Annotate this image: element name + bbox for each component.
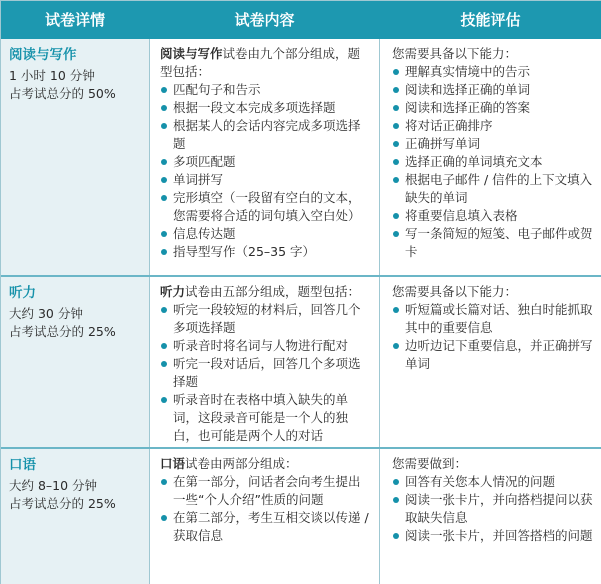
list-item: 理解真实情境中的告示: [392, 63, 593, 81]
skills-cell: [380, 39, 601, 275]
list-item: 阅读和选择正确的单词: [392, 81, 593, 99]
content-list: [160, 301, 371, 445]
skills-intro: 您需要具备以下能力：: [392, 284, 518, 299]
list-item: 完形填空（一段留有空白的文本，您需要将合适的词句填入空白处）: [160, 189, 371, 225]
list-item: 选择正确的单词填充文本: [392, 153, 593, 171]
list-item: 指导型写作（25–35 字）: [160, 243, 371, 261]
bullet-icon: [161, 343, 167, 349]
content-cell: [150, 277, 379, 447]
table-header: [1, 1, 601, 39]
bullet-icon: [393, 105, 399, 111]
bullet-icon: [161, 249, 167, 255]
bullet-icon: [161, 159, 167, 165]
list-item: 在第二部分，考生互相交谈以传递 / 获取信息: [160, 509, 371, 545]
list-item: 在第一部分，问话者会向考生提出一些“个人介绍”性质的问题: [160, 473, 371, 509]
content-intro: 阅读与写作试卷由九个部分组成，题型包括：: [160, 46, 361, 79]
skills-intro: 您需要具备以下能力：: [392, 46, 518, 61]
skills-list: [392, 473, 593, 545]
details-cell: [1, 449, 149, 584]
paper-title: 听力: [9, 285, 36, 301]
bullet-icon: [161, 105, 167, 111]
table-row-reading-writing: [1, 39, 601, 275]
list-item: 根据某人的会话内容完成多项选择题: [160, 117, 371, 153]
skills-intro: 您需要做到：: [392, 456, 468, 471]
bullet-icon: [393, 533, 399, 539]
list-item: 听完一段对话后，回答几个多项选择题: [160, 355, 371, 391]
bullet-icon: [161, 361, 167, 367]
bullet-icon: [393, 497, 399, 503]
list-item: 阅读一张卡片，并向搭档提问以获取缺失信息: [392, 491, 593, 527]
list-item: 根据电子邮件 / 信件的上下文填入缺失的单词: [392, 171, 593, 207]
bullet-icon: [393, 177, 399, 183]
paper-weight: 占考试总分的 25%: [9, 324, 116, 339]
bullet-icon: [161, 231, 167, 237]
list-item: 听录音时将名词与人物进行配对: [160, 337, 371, 355]
paper-title: 阅读与写作: [9, 47, 77, 63]
table-row-speaking: [1, 449, 601, 584]
bullet-icon: [393, 69, 399, 75]
list-item: 根据一段文本完成多项选择题: [160, 99, 371, 117]
list-item: 将重要信息填入表格: [392, 207, 593, 225]
bullet-icon: [393, 141, 399, 147]
paper-duration: 大约 8–10 分钟: [9, 478, 98, 493]
header-details: 试卷详情: [44, 11, 105, 29]
content-cell: [150, 449, 379, 584]
list-item: 多项匹配题: [160, 153, 371, 171]
list-item: 听短篇或长篇对话、独白时能抓取其中的重要信息: [392, 301, 593, 337]
bullet-icon: [393, 231, 399, 237]
list-item: 听录音时在表格中填入缺失的单词，这段录音可能是一个人的独白，也可能是两个人的对话: [160, 391, 371, 445]
content-cell: [150, 39, 379, 275]
content-list: [160, 81, 371, 261]
bullet-icon: [393, 123, 399, 129]
list-item: 匹配句子和告示: [160, 81, 371, 99]
skills-cell: [380, 449, 601, 584]
table-row-listening: [1, 277, 601, 447]
bullet-icon: [161, 87, 167, 93]
list-item: 阅读和选择正确的答案: [392, 99, 593, 117]
skills-list: [392, 301, 593, 373]
list-item: 将对话正确排序: [392, 117, 593, 135]
paper-duration: 大约 30 分钟: [9, 306, 83, 321]
paper-weight: 占考试总分的 25%: [9, 496, 116, 511]
bullet-icon: [161, 397, 167, 403]
bullet-icon: [393, 87, 399, 93]
bullet-icon: [161, 177, 167, 183]
list-item: 单词拼写: [160, 171, 371, 189]
bullet-icon: [393, 159, 399, 165]
content-intro: 听力试卷由五部分组成，题型包括：: [160, 284, 361, 299]
paper-duration: 1 小时 10 分钟: [9, 68, 95, 83]
list-item: 写一条简短的短笺、电子邮件或贺卡: [392, 225, 593, 261]
content-intro: 口语试卷由两部分组成：: [160, 456, 298, 471]
paper-title: 口语: [9, 457, 36, 473]
content-list: [160, 473, 371, 545]
list-item: 听完一段较短的材料后，回答几个多项选择题: [160, 301, 371, 337]
list-item: 正确拼写单词: [392, 135, 593, 153]
bullet-icon: [161, 479, 167, 485]
skills-list: [392, 63, 593, 261]
bullet-icon: [393, 213, 399, 219]
details-cell: [1, 277, 149, 447]
header-content: 试卷内容: [234, 11, 295, 29]
bullet-icon: [161, 123, 167, 129]
bullet-icon: [161, 515, 167, 521]
paper-weight: 占考试总分的 50%: [9, 86, 116, 101]
list-item: 信息传达题: [160, 225, 371, 243]
list-item: 回答有关您本人情况的问题: [392, 473, 593, 491]
skills-cell: [380, 277, 601, 447]
bullet-icon: [393, 343, 399, 349]
bullet-icon: [393, 479, 399, 485]
bullet-icon: [161, 195, 167, 201]
bullet-icon: [161, 307, 167, 313]
bullet-icon: [393, 307, 399, 313]
list-item: 边听边记下重要信息，并正确拼写单词: [392, 337, 593, 373]
header-skills: 技能评估: [460, 11, 521, 29]
details-cell: [1, 39, 149, 275]
list-item: 阅读一张卡片，并回答搭档的问题: [392, 527, 593, 545]
